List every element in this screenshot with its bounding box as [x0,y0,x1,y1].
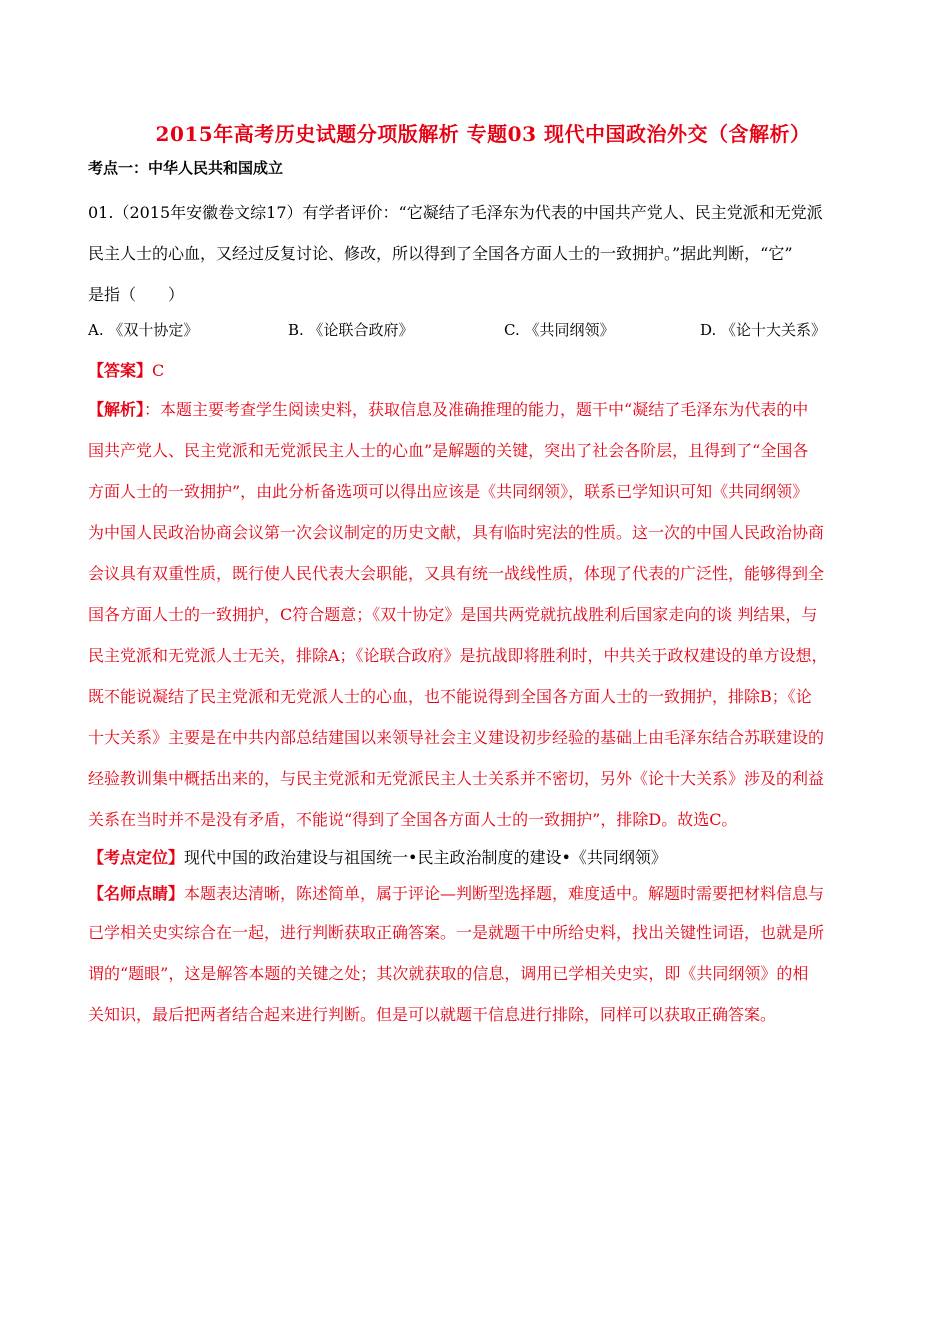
mingshi-line: 关知识，最后把两者结合起来进行判断。但是可以就题干信息进行排除，同样可以获取正确答案。 [88,1005,777,1024]
kaodian-dingwei-label: 【考点定位】 [88,848,185,867]
analysis-line-1 [88,389,878,430]
answer-options [88,315,878,353]
analysis-line: 民主党派和无党派人士无关，排除A；《论联合政府》是抗战即将胜利时，中共关于政权建设的单方设想， [88,646,828,665]
mingshi-line: 谓的“题眼”，这是解答本题的关键之处；其次就获取的信息，调用已学相关史实，即《共同纲领》的相 [88,964,809,983]
analysis-line: 十大关系》主要是在中共内部总结建国以来领导社会主义建设初步经验的基础上由毛泽东结合苏联建设的 [88,728,825,747]
document-page [88,118,878,1035]
question-line-1: 01.（2015年安徽卷文综17）有学者评价：“它凝结了毛泽东为代表的中国共产党人、民主党派和无党派 [88,203,823,222]
analysis-line: 会议具有双重性质，既行使人民代表大会职能，又具有统一战线性质，体现了代表的广泛性，能够得到全 [88,564,825,583]
analysis-label: 【解析】 [88,400,145,419]
analysis-line: 国共产党人、民主党派和无党派民主人士的心血”是解题的关键，突出了社会各阶层，且得到了“全国各 [88,441,809,460]
answer-label: 【答案】 [88,361,153,380]
analysis-first-line: ：本题主要考查学生阅读史料，获取信息及准确推理的能力，题干中“凝结了毛泽东为代表的中 [144,400,809,419]
answer-line [88,353,878,389]
analysis-line: 关系在当时并不是没有矛盾，不能说“得到了全国各方面人士的一致拥护”，排除D。故选C。 [88,810,738,829]
analysis-line: 方面人士的一致拥护”，由此分析备选项可以得出应该是《共同纲领》，联系已学知识可知《共同纲领》 [88,482,809,501]
question-block [88,192,878,315]
answer-value: C [152,361,165,380]
analysis-line: 国各方面人士的一致拥护，C符合题意；《双十协定》是国共两党就抗战胜利后国家走向的谈 判结果，与 [88,605,818,624]
option-c: C. 《共同纲领》 [504,321,615,339]
question-line-3: 是指（ ） [88,285,185,304]
mingshi-line: 已学相关史实综合在一起，进行判断获取正确答案。一是就题干中所给史料，找出关键性词语，也就是所 [88,923,825,942]
option-d: D. 《论十大关系》 [700,321,827,339]
mingshi-label: 【名师点睛】 [88,884,185,903]
document-title: 2015年高考历史试题分项版解析 专题03 现代中国政治外交（含解析） [155,122,811,146]
analysis-line: 既不能说凝结了民主党派和无党派人士的心血，也不能说得到全国各方面人士的一致拥护，排除B；《论 [88,687,812,706]
mingshi-line-1 [88,876,878,912]
analysis-line: 为中国人民政治协商会议第一次会议制定的历史文献，具有临时宪法的性质。这一次的中国人民政治协商 [88,523,825,542]
option-b: B. 《论联合政府》 [288,321,414,339]
option-a: A. 《双十协定》 [88,321,199,339]
section-heading: 考点一：中华人民共和国成立 [88,159,284,177]
analysis-line: 经验教训集中概括出来的，与民主党派和无党派民主人士关系并不密切，另外《论十大关系》涉及的利益 [88,769,825,788]
mingshi-first-line: 本题表达清晰，陈述简单，属于评论—判断型选择题，难度适中。解题时需要把材料信息与 [184,884,825,903]
kaodian-dingwei-line [88,840,878,876]
analysis-block [88,389,878,840]
question-line-2: 民主人士的心血，又经过反复讨论、修改，所以得到了全国各方面人士的一致拥护。”据此判断，“它” [88,244,793,263]
kaodian-dingwei-text: 现代中国的政治建设与祖国统一•民主政治制度的建设•《共同纲领》 [184,848,667,867]
mingshi-block [88,876,878,1035]
